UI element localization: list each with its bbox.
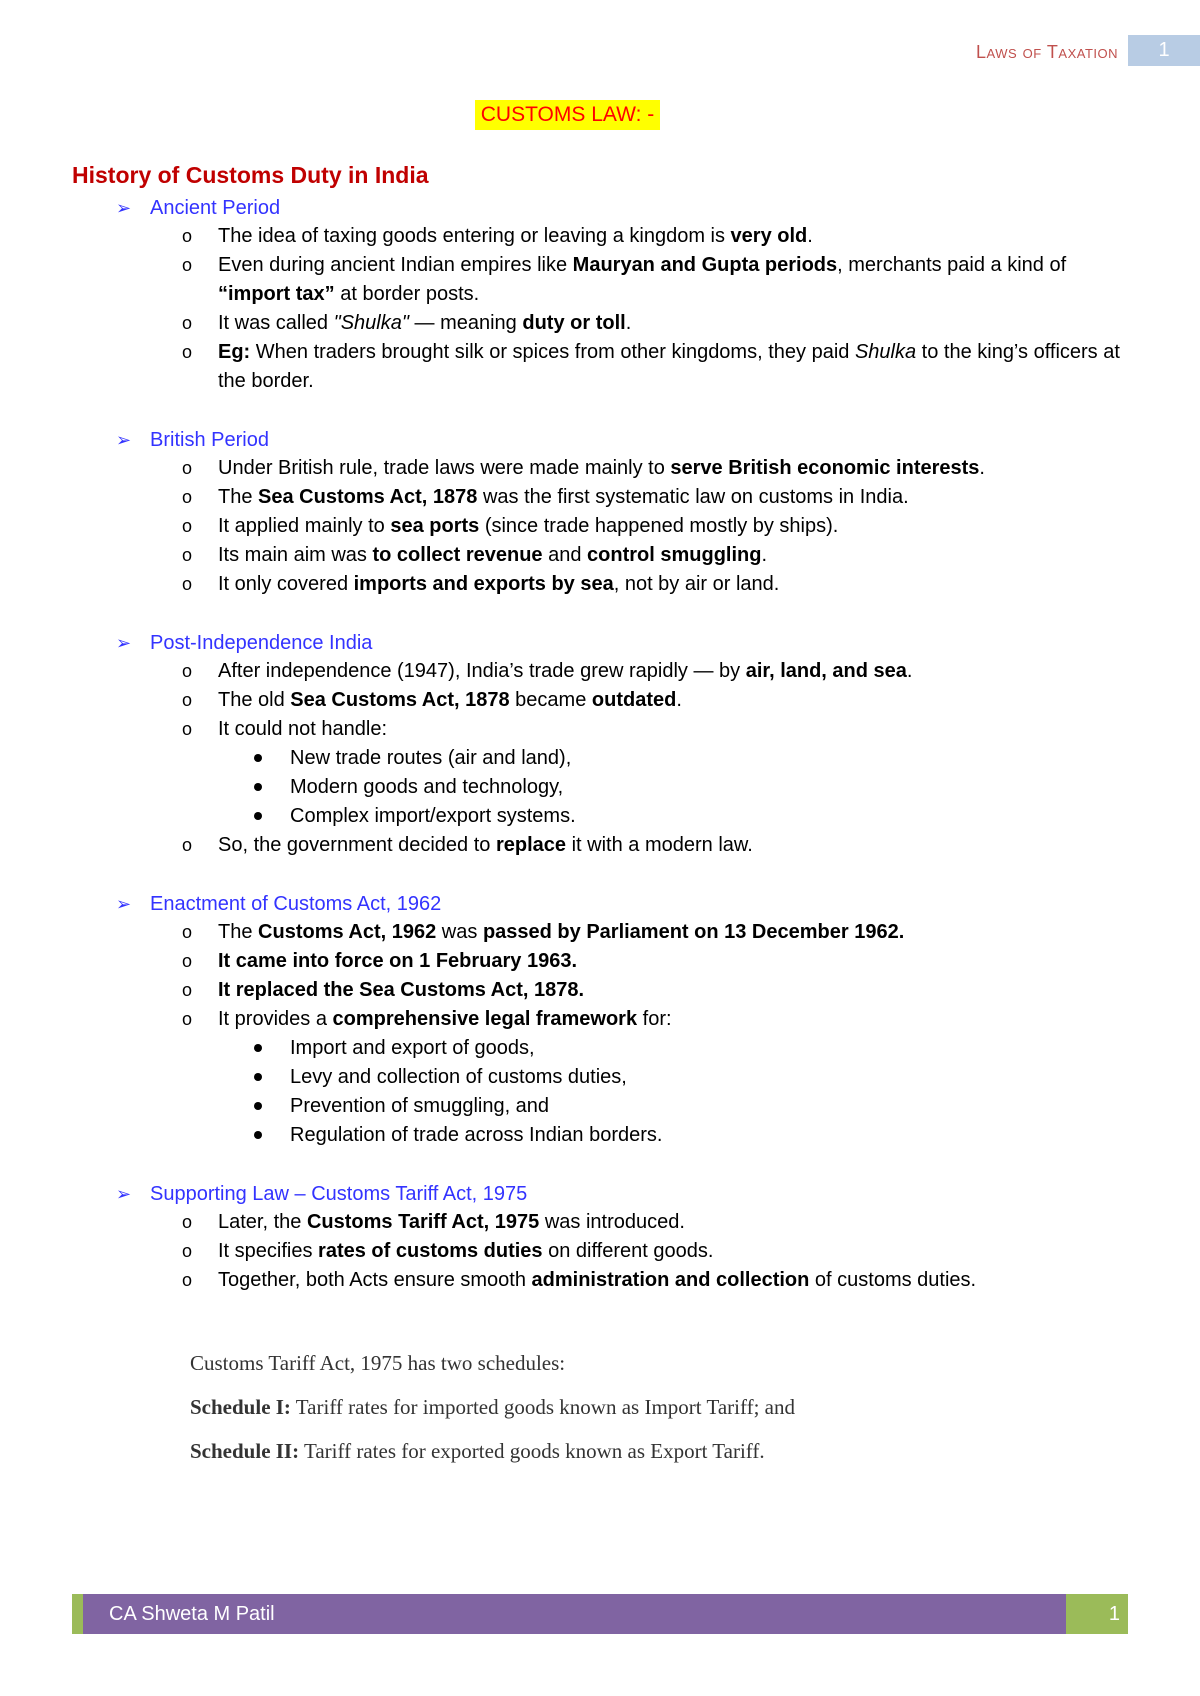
header-page-number: 1 <box>1128 35 1200 66</box>
arrow-bullet-icon: ➢ <box>116 633 132 653</box>
list-item: o It applied mainly to sea ports (since trade happened mostly by ships). <box>72 512 1132 541</box>
arrow-bullet-icon: ➢ <box>116 1184 132 1204</box>
list-item: o The Customs Act, 1962 was passed by Parliament on 13 December 1962. <box>72 918 1132 947</box>
footer-page-number: 1 <box>1066 1594 1128 1634</box>
circle-bullet-icon: o <box>182 226 193 246</box>
document-body <box>72 160 1132 1325</box>
circle-bullet-icon: o <box>182 980 193 1000</box>
header-title: Laws of Taxation <box>976 42 1118 62</box>
schedule-item: Schedule I: Tariff rates for imported goods known as Import Tariff; and <box>190 1395 795 1419</box>
sections-container <box>72 194 1132 1295</box>
circle-bullet-icon: o <box>182 951 193 971</box>
footer-author: CA Shweta M Patil <box>83 1594 1066 1634</box>
sub-list-item: Prevention of smuggling, and <box>72 1092 1132 1121</box>
circle-bullet-icon: o <box>182 1009 193 1029</box>
list-item: o The idea of taxing goods entering or leaving a kingdom is very old. <box>72 222 1132 251</box>
list-item: o It only covered imports and exports by sea, not by air or land. <box>72 570 1132 599</box>
footer-accent <box>72 1594 83 1634</box>
dot-bullet-icon <box>254 812 262 820</box>
list-item: o Together, both Acts ensure smooth administration and collection of customs duties. <box>72 1266 1132 1295</box>
circle-bullet-icon: o <box>182 545 193 565</box>
list-item: o It could not handle: <box>72 715 1132 744</box>
circle-bullet-icon: o <box>182 690 193 710</box>
list-item: o It replaced the Sea Customs Act, 1878. <box>72 976 1132 1005</box>
arrow-bullet-icon: ➢ <box>116 198 132 218</box>
section <box>72 629 1132 860</box>
dot-bullet-icon <box>254 754 262 762</box>
list-item: o It came into force on 1 February 1963. <box>72 947 1132 976</box>
list-item: o Later, the Customs Tariff Act, 1975 was introduced. <box>72 1208 1132 1237</box>
section-heading: ➢ Ancient Period <box>72 194 1132 222</box>
circle-bullet-icon: o <box>182 574 193 594</box>
circle-bullet-icon: o <box>182 313 193 333</box>
list-item: o Its main aim was to collect revenue and control smuggling. <box>72 541 1132 570</box>
footer-bar <box>72 1594 1128 1634</box>
sub-list-item: Modern goods and technology, <box>72 773 1132 802</box>
circle-bullet-icon: o <box>182 1241 193 1261</box>
list-item: o Eg: When traders brought silk or spices from other kingdoms, they paid Shulka to the king’s officers at the border. <box>72 338 1132 396</box>
section-heading: ➢ Post-Independence India <box>72 629 1132 657</box>
sub-list-item: Levy and collection of customs duties, <box>72 1063 1132 1092</box>
dot-bullet-icon <box>254 1073 262 1081</box>
circle-bullet-icon: o <box>182 661 193 681</box>
list-item: o After independence (1947), India’s trade grew rapidly — by air, land, and sea. <box>72 657 1132 686</box>
schedules-intro: Customs Tariff Act, 1975 has two schedules: <box>190 1351 566 1375</box>
arrow-bullet-icon: ➢ <box>116 894 132 914</box>
list-item: o So, the government decided to replace it with a modern law. <box>72 831 1132 860</box>
sub-list <box>72 744 1132 831</box>
circle-bullet-icon: o <box>182 255 193 275</box>
section <box>72 1180 1132 1295</box>
history-heading: History of Customs Duty in India <box>72 162 429 188</box>
circle-bullet-icon: o <box>182 458 193 478</box>
list-item: o Even during ancient Indian empires like Mauryan and Gupta periods, merchants paid a kind of “import tax” at border posts. <box>72 251 1132 309</box>
schedule-item: Schedule II: Tariff rates for exported goods known as Export Tariff. <box>190 1439 765 1463</box>
dot-bullet-icon <box>254 783 262 791</box>
sub-list <box>72 1034 1132 1150</box>
list-item: o The Sea Customs Act, 1878 was the first systematic law on customs in India. <box>72 483 1132 512</box>
dot-bullet-icon <box>254 1044 262 1052</box>
section-heading: ➢ British Period <box>72 426 1132 454</box>
circle-bullet-icon: o <box>182 1212 193 1232</box>
schedules-block <box>190 1350 795 1482</box>
section <box>72 194 1132 396</box>
sub-list-item: Regulation of trade across Indian borders. <box>72 1121 1132 1150</box>
main-title: CUSTOMS LAW: - <box>475 100 660 130</box>
sub-list-item: Import and export of goods, <box>72 1034 1132 1063</box>
section-heading: ➢ Enactment of Customs Act, 1962 <box>72 890 1132 918</box>
list-item: o Under British rule, trade laws were made mainly to serve British economic interests. <box>72 454 1132 483</box>
list-item: o It specifies rates of customs duties on different goods. <box>72 1237 1132 1266</box>
list-item: o It provides a comprehensive legal framework for: <box>72 1005 1132 1034</box>
circle-bullet-icon: o <box>182 922 193 942</box>
list-item: o It was called "Shulka" — meaning duty or toll. <box>72 309 1132 338</box>
dot-bullet-icon <box>254 1131 262 1139</box>
circle-bullet-icon: o <box>182 835 193 855</box>
sub-list-item: Complex import/export systems. <box>72 802 1132 831</box>
circle-bullet-icon: o <box>182 719 193 739</box>
section-heading: ➢ Supporting Law – Customs Tariff Act, 1975 <box>72 1180 1132 1208</box>
sub-list-item: New trade routes (air and land), <box>72 744 1132 773</box>
circle-bullet-icon: o <box>182 1270 193 1290</box>
section <box>72 890 1132 1150</box>
dot-bullet-icon <box>254 1102 262 1110</box>
arrow-bullet-icon: ➢ <box>116 430 132 450</box>
circle-bullet-icon: o <box>182 516 193 536</box>
circle-bullet-icon: o <box>182 487 193 507</box>
list-item: o The old Sea Customs Act, 1878 became outdated. <box>72 686 1132 715</box>
circle-bullet-icon: o <box>182 342 193 362</box>
section <box>72 426 1132 599</box>
